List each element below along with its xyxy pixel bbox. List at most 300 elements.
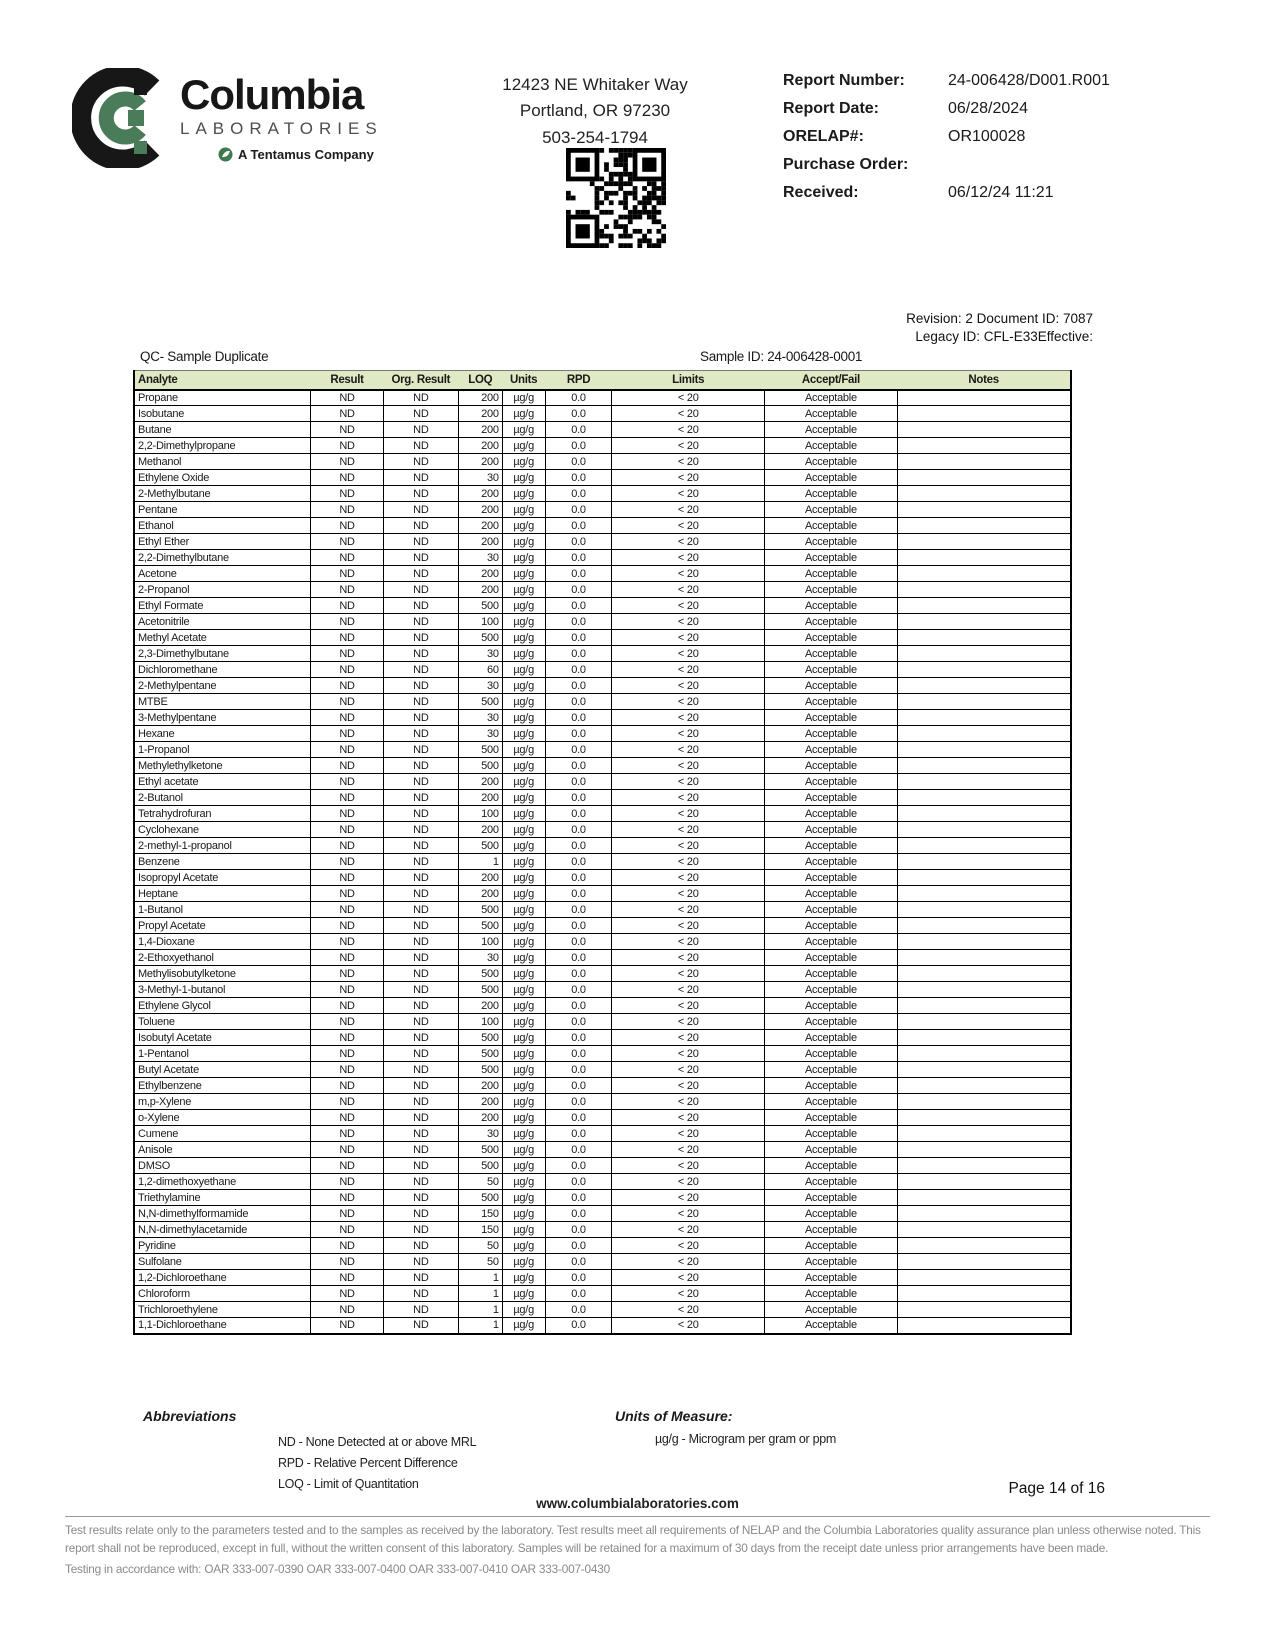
- cell-units: µg/g: [502, 918, 545, 934]
- cell-loq: 30: [458, 470, 502, 486]
- table-row: [134, 1078, 1071, 1094]
- cell-notes: [897, 534, 1071, 550]
- cell-limits: < 20: [612, 1094, 765, 1110]
- cell-limits: < 20: [612, 1158, 765, 1174]
- cell-analyte: 1,4-Dioxane: [134, 934, 311, 950]
- table-row: [134, 598, 1071, 614]
- table-row: [134, 438, 1071, 454]
- cell-org-result: ND: [383, 422, 458, 438]
- cell-result: ND: [311, 758, 384, 774]
- cell-org-result: ND: [383, 934, 458, 950]
- cell-accept-fail: Acceptable: [765, 518, 898, 534]
- cell-loq: 200: [458, 790, 502, 806]
- cell-rpd: 0.0: [545, 982, 612, 998]
- cell-result: ND: [311, 966, 384, 982]
- cell-rpd: 0.0: [545, 1046, 612, 1062]
- cell-accept-fail: Acceptable: [765, 998, 898, 1014]
- cell-limits: < 20: [612, 790, 765, 806]
- cell-analyte: Ethyl Formate: [134, 598, 311, 614]
- cell-rpd: 0.0: [545, 758, 612, 774]
- cell-limits: < 20: [612, 1302, 765, 1318]
- cell-notes: [897, 854, 1071, 870]
- cell-notes: [897, 454, 1071, 470]
- cell-rpd: 0.0: [545, 566, 612, 582]
- cell-analyte: Butane: [134, 422, 311, 438]
- cell-notes: [897, 1302, 1071, 1318]
- qr-code: [566, 148, 666, 248]
- cell-limits: < 20: [612, 1270, 765, 1286]
- cell-result: ND: [311, 566, 384, 582]
- cell-loq: 200: [458, 822, 502, 838]
- report-field: [783, 184, 1203, 202]
- cell-loq: 500: [458, 694, 502, 710]
- cell-notes: [897, 470, 1071, 486]
- cell-notes: [897, 1158, 1071, 1174]
- logo-laboratories-label: LABORATORIES: [180, 119, 383, 138]
- table-row: [134, 710, 1071, 726]
- cell-analyte: Pyridine: [134, 1238, 311, 1254]
- cell-org-result: ND: [383, 1142, 458, 1158]
- cell-accept-fail: Acceptable: [765, 1078, 898, 1094]
- cell-analyte: Propyl Acetate: [134, 918, 311, 934]
- table-row: [134, 502, 1071, 518]
- cell-org-result: ND: [383, 646, 458, 662]
- cell-rpd: 0.0: [545, 454, 612, 470]
- cell-loq: 50: [458, 1254, 502, 1270]
- cell-notes: [897, 1222, 1071, 1238]
- cell-analyte: 2-Methylbutane: [134, 486, 311, 502]
- cell-accept-fail: Acceptable: [765, 966, 898, 982]
- cell-analyte: Cyclohexane: [134, 822, 311, 838]
- cell-rpd: 0.0: [545, 918, 612, 934]
- cell-notes: [897, 1046, 1071, 1062]
- cell-rpd: 0.0: [545, 838, 612, 854]
- cell-result: ND: [311, 678, 384, 694]
- cell-analyte: Pentane: [134, 502, 311, 518]
- cell-units: µg/g: [502, 646, 545, 662]
- cell-accept-fail: Acceptable: [765, 614, 898, 630]
- logo-company-name: Columbia: [180, 71, 364, 118]
- cell-notes: [897, 630, 1071, 646]
- cell-limits: < 20: [612, 934, 765, 950]
- cell-notes: [897, 742, 1071, 758]
- cell-units: µg/g: [502, 902, 545, 918]
- cell-analyte: Methyl Acetate: [134, 630, 311, 646]
- cell-result: ND: [311, 1238, 384, 1254]
- cell-rpd: 0.0: [545, 1270, 612, 1286]
- cell-loq: 500: [458, 1062, 502, 1078]
- cell-accept-fail: Acceptable: [765, 950, 898, 966]
- tentamus-leaf-icon: [218, 147, 233, 162]
- cell-loq: 1: [458, 854, 502, 870]
- cell-loq: 200: [458, 566, 502, 582]
- cell-accept-fail: Acceptable: [765, 854, 898, 870]
- cell-loq: 200: [458, 422, 502, 438]
- cell-notes: [897, 614, 1071, 630]
- cell-accept-fail: Acceptable: [765, 1222, 898, 1238]
- cell-units: µg/g: [502, 806, 545, 822]
- cell-analyte: 1-Propanol: [134, 742, 311, 758]
- cell-notes: [897, 1014, 1071, 1030]
- cell-result: ND: [311, 886, 384, 902]
- cell-result: ND: [311, 854, 384, 870]
- cell-org-result: ND: [383, 774, 458, 790]
- cell-result: ND: [311, 998, 384, 1014]
- table-row: [134, 998, 1071, 1014]
- cell-accept-fail: Acceptable: [765, 1190, 898, 1206]
- cell-units: µg/g: [502, 998, 545, 1014]
- cell-accept-fail: Acceptable: [765, 390, 898, 406]
- table-row: [134, 486, 1071, 502]
- cell-rpd: 0.0: [545, 1126, 612, 1142]
- cell-analyte: 1-Butanol: [134, 902, 311, 918]
- cell-result: ND: [311, 806, 384, 822]
- table-row: [134, 550, 1071, 566]
- cell-units: µg/g: [502, 678, 545, 694]
- cell-accept-fail: Acceptable: [765, 742, 898, 758]
- cell-analyte: 2-methyl-1-propanol: [134, 838, 311, 854]
- cell-notes: [897, 1078, 1071, 1094]
- cell-org-result: ND: [383, 566, 458, 582]
- cell-accept-fail: Acceptable: [765, 694, 898, 710]
- cell-analyte: Isobutyl Acetate: [134, 1030, 311, 1046]
- column-header-accept-fail: Accept/Fail: [765, 371, 898, 390]
- cell-units: µg/g: [502, 502, 545, 518]
- cell-analyte: 1,1-Dichloroethane: [134, 1318, 311, 1334]
- cell-accept-fail: Acceptable: [765, 1094, 898, 1110]
- cell-rpd: 0.0: [545, 550, 612, 566]
- cell-result: ND: [311, 406, 384, 422]
- cell-notes: [897, 1030, 1071, 1046]
- cell-loq: 200: [458, 390, 502, 406]
- cell-result: ND: [311, 550, 384, 566]
- cell-result: ND: [311, 838, 384, 854]
- cell-units: µg/g: [502, 422, 545, 438]
- cell-units: µg/g: [502, 870, 545, 886]
- cell-result: ND: [311, 726, 384, 742]
- report-field-value: OR100028: [948, 128, 1026, 145]
- cell-accept-fail: Acceptable: [765, 870, 898, 886]
- column-header-limits: Limits: [612, 371, 765, 390]
- cell-org-result: ND: [383, 1078, 458, 1094]
- table-row: [134, 422, 1071, 438]
- cell-limits: < 20: [612, 1222, 765, 1238]
- cell-notes: [897, 1286, 1071, 1302]
- cell-units: µg/g: [502, 406, 545, 422]
- cell-result: ND: [311, 790, 384, 806]
- cell-analyte: 1,2-Dichloroethane: [134, 1270, 311, 1286]
- cell-loq: 100: [458, 1014, 502, 1030]
- cell-notes: [897, 646, 1071, 662]
- cell-loq: 200: [458, 774, 502, 790]
- cell-result: ND: [311, 646, 384, 662]
- table-row: [134, 582, 1071, 598]
- cell-notes: [897, 1318, 1071, 1334]
- cell-units: µg/g: [502, 550, 545, 566]
- cell-units: µg/g: [502, 822, 545, 838]
- table-row: [134, 1030, 1071, 1046]
- cell-analyte: o-Xylene: [134, 1110, 311, 1126]
- cell-notes: [897, 598, 1071, 614]
- report-field-value: 06/28/2024: [948, 100, 1029, 117]
- report-field-value: 24-006428/D001.R001: [948, 72, 1110, 89]
- cell-loq: 200: [458, 998, 502, 1014]
- cell-result: ND: [311, 1302, 384, 1318]
- cell-result: ND: [311, 1206, 384, 1222]
- revision-line: Revision: 2 Document ID: 7087: [906, 311, 1093, 326]
- cell-org-result: ND: [383, 870, 458, 886]
- cell-analyte: 1-Pentanol: [134, 1046, 311, 1062]
- cell-units: µg/g: [502, 1174, 545, 1190]
- cell-loq: 30: [458, 678, 502, 694]
- testing-accordance-line: Testing in accordance with: OAR 333-007-0390 OAR 333-007-0400 OAR 333-007-0410 OAR 333-007-0430: [65, 1561, 610, 1576]
- cell-limits: < 20: [612, 1078, 765, 1094]
- cell-loq: 200: [458, 438, 502, 454]
- cell-result: ND: [311, 1222, 384, 1238]
- cell-rpd: 0.0: [545, 1206, 612, 1222]
- cell-units: µg/g: [502, 1302, 545, 1318]
- cell-limits: < 20: [612, 406, 765, 422]
- cell-accept-fail: Acceptable: [765, 662, 898, 678]
- cell-accept-fail: Acceptable: [765, 838, 898, 854]
- table-row: [134, 1046, 1071, 1062]
- cell-limits: < 20: [612, 1238, 765, 1254]
- column-header-notes: Notes: [897, 371, 1071, 390]
- cell-notes: [897, 1270, 1071, 1286]
- cell-analyte: m,p-Xylene: [134, 1094, 311, 1110]
- cell-analyte: 2-Methylpentane: [134, 678, 311, 694]
- cell-limits: < 20: [612, 614, 765, 630]
- list-item: Portland, OR 97230: [519, 101, 671, 121]
- cell-notes: [897, 390, 1071, 406]
- table-row: [134, 854, 1071, 870]
- cell-org-result: ND: [383, 470, 458, 486]
- cell-limits: < 20: [612, 982, 765, 998]
- cell-result: ND: [311, 454, 384, 470]
- cell-analyte: Methylethylketone: [134, 758, 311, 774]
- cell-analyte: Hexane: [134, 726, 311, 742]
- report-field-label: Received:: [783, 184, 859, 201]
- table-row: [134, 1302, 1071, 1318]
- cell-analyte: 2-Propanol: [134, 582, 311, 598]
- cell-result: ND: [311, 902, 384, 918]
- cell-org-result: ND: [383, 438, 458, 454]
- cell-units: µg/g: [502, 1318, 545, 1334]
- cell-result: ND: [311, 774, 384, 790]
- cell-loq: 500: [458, 966, 502, 982]
- cell-result: ND: [311, 950, 384, 966]
- report-field-label: ORELAP#:: [783, 128, 864, 145]
- cell-analyte: Cumene: [134, 1126, 311, 1142]
- cell-analyte: MTBE: [134, 694, 311, 710]
- cell-accept-fail: Acceptable: [765, 406, 898, 422]
- cell-rpd: 0.0: [545, 822, 612, 838]
- table-row: [134, 774, 1071, 790]
- cell-org-result: ND: [383, 550, 458, 566]
- cell-notes: [897, 790, 1071, 806]
- cell-analyte: Chloroform: [134, 1286, 311, 1302]
- cell-accept-fail: Acceptable: [765, 1318, 898, 1334]
- cell-org-result: ND: [383, 710, 458, 726]
- cell-notes: [897, 566, 1071, 582]
- cell-units: µg/g: [502, 1222, 545, 1238]
- cell-notes: [897, 998, 1071, 1014]
- cell-loq: 200: [458, 406, 502, 422]
- cell-rpd: 0.0: [545, 1190, 612, 1206]
- cell-result: ND: [311, 870, 384, 886]
- lab-address: [430, 72, 760, 151]
- cell-org-result: ND: [383, 742, 458, 758]
- cell-result: ND: [311, 662, 384, 678]
- cell-analyte: 3-Methylpentane: [134, 710, 311, 726]
- cell-org-result: ND: [383, 1302, 458, 1318]
- cell-rpd: 0.0: [545, 694, 612, 710]
- cell-rpd: 0.0: [545, 1094, 612, 1110]
- cell-limits: < 20: [612, 710, 765, 726]
- table-row: [134, 1126, 1071, 1142]
- cell-rpd: 0.0: [545, 598, 612, 614]
- cell-limits: < 20: [612, 822, 765, 838]
- cell-accept-fail: Acceptable: [765, 790, 898, 806]
- cell-result: ND: [311, 1190, 384, 1206]
- cell-notes: [897, 838, 1071, 854]
- cell-loq: 500: [458, 742, 502, 758]
- table-row: [134, 534, 1071, 550]
- cell-accept-fail: Acceptable: [765, 582, 898, 598]
- cell-limits: < 20: [612, 422, 765, 438]
- table-row: [134, 470, 1071, 486]
- cell-result: ND: [311, 934, 384, 950]
- cell-org-result: ND: [383, 822, 458, 838]
- cell-rpd: 0.0: [545, 646, 612, 662]
- revision-info: [906, 310, 1093, 345]
- cell-limits: < 20: [612, 902, 765, 918]
- cell-result: ND: [311, 1286, 384, 1302]
- cell-loq: 1: [458, 1318, 502, 1334]
- cell-org-result: ND: [383, 886, 458, 902]
- table-row: [134, 886, 1071, 902]
- cell-analyte: Triethylamine: [134, 1190, 311, 1206]
- cell-org-result: ND: [383, 1110, 458, 1126]
- cell-analyte: DMSO: [134, 1158, 311, 1174]
- cell-units: µg/g: [502, 1078, 545, 1094]
- table-row: [134, 950, 1071, 966]
- cell-analyte: Acetonitrile: [134, 614, 311, 630]
- cell-org-result: ND: [383, 1046, 458, 1062]
- cell-accept-fail: Acceptable: [765, 566, 898, 582]
- cell-analyte: Ethyl Ether: [134, 534, 311, 550]
- cell-rpd: 0.0: [545, 998, 612, 1014]
- table-row: [134, 1318, 1071, 1334]
- cell-limits: < 20: [612, 438, 765, 454]
- cell-units: µg/g: [502, 710, 545, 726]
- page-number: Page 14 of 16: [1008, 1480, 1105, 1497]
- cell-result: ND: [311, 1062, 384, 1078]
- report-field-label: Report Number:: [783, 72, 905, 89]
- cell-loq: 30: [458, 1126, 502, 1142]
- cell-org-result: ND: [383, 902, 458, 918]
- cell-units: µg/g: [502, 1158, 545, 1174]
- cell-notes: [897, 518, 1071, 534]
- cell-notes: [897, 550, 1071, 566]
- cell-units: µg/g: [502, 518, 545, 534]
- cell-loq: 500: [458, 1158, 502, 1174]
- cell-analyte: Dichloromethane: [134, 662, 311, 678]
- cell-accept-fail: Acceptable: [765, 598, 898, 614]
- cell-accept-fail: Acceptable: [765, 1206, 898, 1222]
- cell-notes: [897, 1254, 1071, 1270]
- cell-notes: [897, 902, 1071, 918]
- cell-loq: 100: [458, 934, 502, 950]
- cell-analyte: 2-Ethoxyethanol: [134, 950, 311, 966]
- cell-rpd: 0.0: [545, 902, 612, 918]
- cell-accept-fail: Acceptable: [765, 1270, 898, 1286]
- cell-units: µg/g: [502, 854, 545, 870]
- cell-org-result: ND: [383, 406, 458, 422]
- cell-notes: [897, 822, 1071, 838]
- cell-org-result: ND: [383, 1030, 458, 1046]
- cell-limits: < 20: [612, 886, 765, 902]
- cell-org-result: ND: [383, 726, 458, 742]
- cell-units: µg/g: [502, 758, 545, 774]
- table-row: [134, 1254, 1071, 1270]
- table-row: [134, 1062, 1071, 1078]
- table-row: [134, 1158, 1071, 1174]
- table-row: [134, 1270, 1071, 1286]
- cell-accept-fail: Acceptable: [765, 806, 898, 822]
- disclaimer-text: [65, 1516, 1210, 1578]
- cell-accept-fail: Acceptable: [765, 438, 898, 454]
- cell-analyte: 2,3-Dimethylbutane: [134, 646, 311, 662]
- cell-limits: < 20: [612, 1206, 765, 1222]
- cell-result: ND: [311, 1142, 384, 1158]
- cell-result: ND: [311, 1014, 384, 1030]
- cell-loq: 30: [458, 710, 502, 726]
- cell-limits: < 20: [612, 470, 765, 486]
- cell-accept-fail: Acceptable: [765, 1286, 898, 1302]
- list-item: RPD - Relative Percent Difference: [278, 1456, 458, 1470]
- cell-org-result: ND: [383, 1158, 458, 1174]
- cell-accept-fail: Acceptable: [765, 1254, 898, 1270]
- report-field: [783, 100, 1203, 118]
- table-row: [134, 614, 1071, 630]
- cell-notes: [897, 982, 1071, 998]
- cell-units: µg/g: [502, 1110, 545, 1126]
- cell-units: µg/g: [502, 1286, 545, 1302]
- cell-units: µg/g: [502, 438, 545, 454]
- table-header-row: [134, 371, 1071, 390]
- report-info: [783, 72, 1203, 212]
- cell-units: µg/g: [502, 1270, 545, 1286]
- table-row: [134, 390, 1071, 406]
- cell-result: ND: [311, 502, 384, 518]
- cell-notes: [897, 662, 1071, 678]
- cell-result: ND: [311, 710, 384, 726]
- cell-notes: [897, 1142, 1071, 1158]
- cell-notes: [897, 806, 1071, 822]
- cell-org-result: ND: [383, 758, 458, 774]
- table-row: [134, 934, 1071, 950]
- cell-loq: 200: [458, 886, 502, 902]
- cell-loq: 500: [458, 1046, 502, 1062]
- cell-loq: 1: [458, 1302, 502, 1318]
- cell-analyte: Ethylbenzene: [134, 1078, 311, 1094]
- table-row: [134, 518, 1071, 534]
- cell-rpd: 0.0: [545, 534, 612, 550]
- cell-result: ND: [311, 534, 384, 550]
- cell-notes: [897, 758, 1071, 774]
- cell-units: µg/g: [502, 934, 545, 950]
